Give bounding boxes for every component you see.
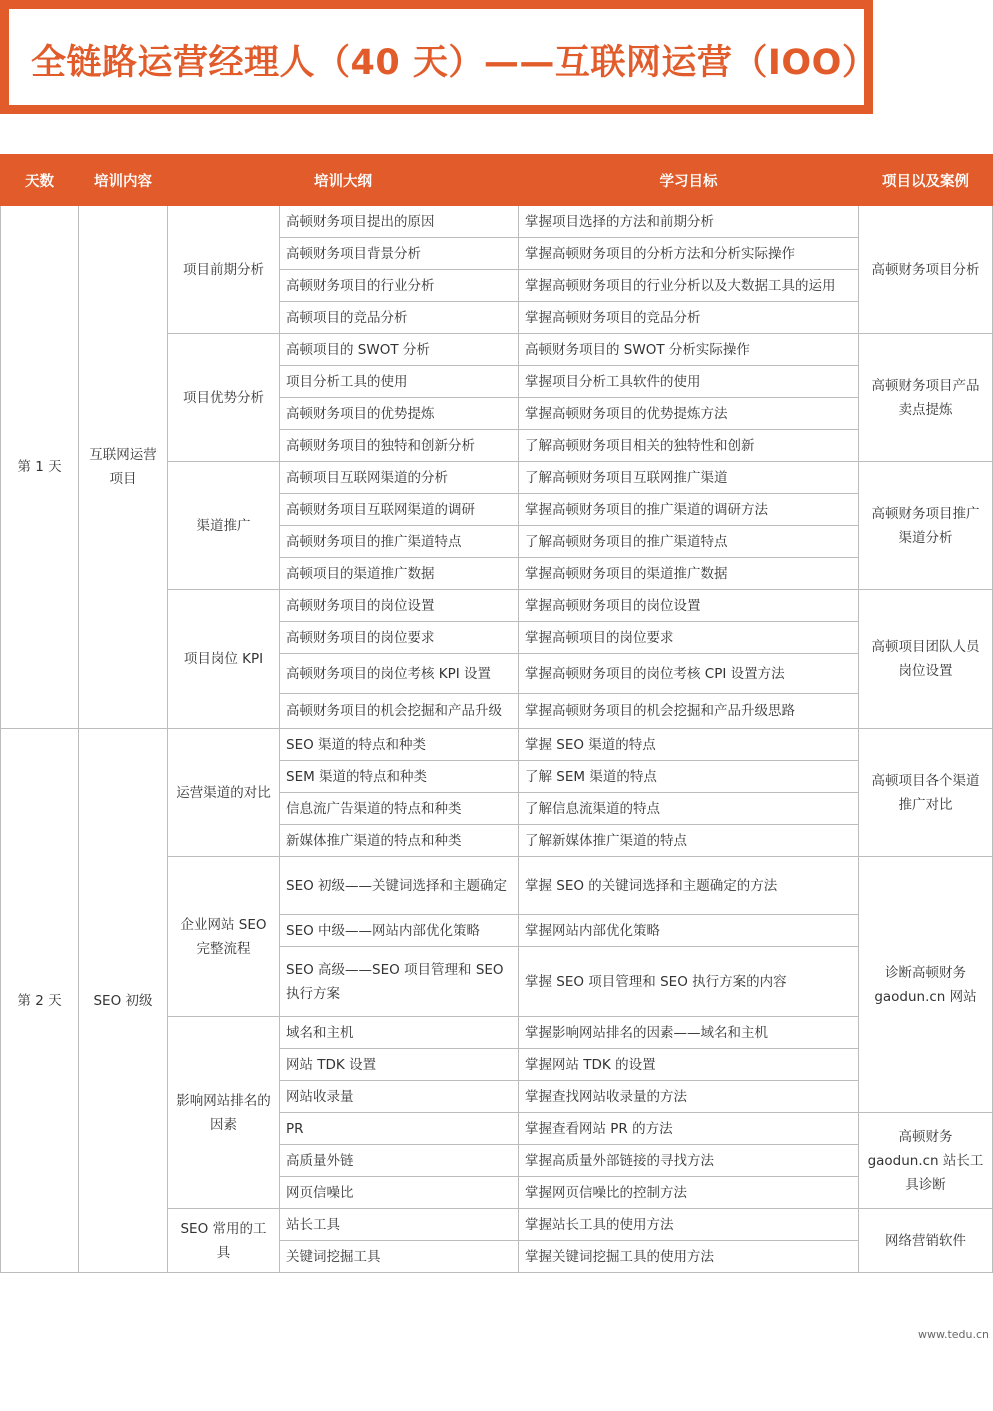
header-day: 天数 [1,155,79,206]
goal-cell: 掌握项目选择的方法和前期分析 [519,206,859,238]
case-cell: 高顿项目各个渠道推广对比 [859,729,993,857]
syllabus-table [0,154,993,1273]
goal-cell: 掌握查找网站收录量的方法 [519,1081,859,1113]
topic-cell: 高顿财务项目互联网渠道的调研 [280,494,519,526]
goal-cell: 掌握关键词挖掘工具的使用方法 [519,1241,859,1273]
goal-cell: 掌握站长工具的使用方法 [519,1209,859,1241]
goal-cell: 高顿财务项目的 SWOT 分析实际操作 [519,334,859,366]
topic-cell: 高顿财务项目的独特和创新分析 [280,430,519,462]
header-content: 培训内容 [79,155,168,206]
goal-cell: 掌握网站内部优化策略 [519,915,859,947]
goal-cell: 了解高顿财务项目互联网推广渠道 [519,462,859,494]
topic-cell: 高顿财务项目提出的原因 [280,206,519,238]
topic-cell: 高顿财务项目的行业分析 [280,270,519,302]
topic-cell: 网站 TDK 设置 [280,1049,519,1081]
topic-cell: 高顿财务项目的优势提炼 [280,398,519,430]
goal-cell: 掌握 SEO 的关键词选择和主题确定的方法 [519,857,859,915]
goal-cell: 掌握影响网站排名的因素——域名和主机 [519,1017,859,1049]
day-cell: 第 2 天 [1,729,79,1273]
table-header-row [1,155,993,206]
table-row [1,206,993,238]
outline-cell: 运营渠道的对比 [168,729,280,857]
goal-cell: 掌握 SEO 项目管理和 SEO 执行方案的内容 [519,947,859,1017]
case-cell: 高顿财务项目推广渠道分析 [859,462,993,590]
topic-cell: 高顿财务项目的岗位设置 [280,590,519,622]
goal-cell: 掌握网页信噪比的控制方法 [519,1177,859,1209]
topic-cell: SEO 高级——SEO 项目管理和 SEO 执行方案 [280,947,519,1017]
goal-cell: 掌握高顿项目的岗位要求 [519,622,859,654]
goal-cell: 掌握高质量外部链接的寻找方法 [519,1145,859,1177]
day-cell: 第 1 天 [1,206,79,729]
topic-cell: SEO 初级——关键词选择和主题确定 [280,857,519,915]
topic-cell: 高顿项目互联网渠道的分析 [280,462,519,494]
topic-cell: 高顿项目的竞品分析 [280,302,519,334]
topic-cell: 高顿财务项目的岗位考核 KPI 设置 [280,654,519,694]
topic-cell: 高顿项目的 SWOT 分析 [280,334,519,366]
topic-cell: 网页信噪比 [280,1177,519,1209]
topic-cell: 域名和主机 [280,1017,519,1049]
goal-cell: 了解新媒体推广渠道的特点 [519,825,859,857]
goal-cell: 掌握网站 TDK 的设置 [519,1049,859,1081]
page-title: 全链路运营经理人（40 天）——互联网运营（IOO） [31,43,878,83]
goal-cell: 掌握 SEO 渠道的特点 [519,729,859,761]
case-cell: 高顿项目团队人员岗位设置 [859,590,993,729]
case-cell: 高顿财务 gaodun.cn 站长工具诊断 [859,1113,993,1209]
case-cell: 网络营销软件 [859,1209,993,1273]
outline-cell: 影响网站排名的因素 [168,1017,280,1209]
goal-cell: 掌握高顿财务项目的行业分析以及大数据工具的运用 [519,270,859,302]
topic-cell: 关键词挖掘工具 [280,1241,519,1273]
title-banner [0,0,878,114]
topic-cell: 高顿财务项目的岗位要求 [280,622,519,654]
header-case: 项目以及案例 [859,155,993,206]
outline-cell: 项目前期分析 [168,206,280,334]
table-row [1,729,993,761]
topic-cell: PR [280,1113,519,1145]
goal-cell: 了解 SEM 渠道的特点 [519,761,859,793]
topic-cell: SEM 渠道的特点和种类 [280,761,519,793]
goal-cell: 了解高顿财务项目的推广渠道特点 [519,526,859,558]
topic-cell: 高顿财务项目的推广渠道特点 [280,526,519,558]
header-outline: 培训大纲 [168,155,519,206]
goal-cell: 掌握查看网站 PR 的方法 [519,1113,859,1145]
topic-cell: 高顿财务项目的机会挖掘和产品升级 [280,694,519,729]
goal-cell: 掌握高顿财务项目的分析方法和分析实际操作 [519,238,859,270]
topic-cell: SEO 渠道的特点和种类 [280,729,519,761]
outline-cell: SEO 常用的工具 [168,1209,280,1273]
footer-url: www.tedu.cn [917,1328,989,1341]
topic-cell: 新媒体推广渠道的特点和种类 [280,825,519,857]
goal-cell: 掌握高顿财务项目的渠道推广数据 [519,558,859,590]
topic-cell: 信息流广告渠道的特点和种类 [280,793,519,825]
goal-cell: 掌握高顿财务项目的推广渠道的调研方法 [519,494,859,526]
goal-cell: 掌握高顿财务项目的机会挖掘和产品升级思路 [519,694,859,729]
outline-cell: 项目岗位 KPI [168,590,280,729]
outline-cell: 渠道推广 [168,462,280,590]
topic-cell: 项目分析工具的使用 [280,366,519,398]
topic-cell: 高顿项目的渠道推广数据 [280,558,519,590]
header-goal: 学习目标 [519,155,859,206]
topic-cell: 高质量外链 [280,1145,519,1177]
topic-cell: 网站收录量 [280,1081,519,1113]
case-cell: 高顿财务项目分析 [859,206,993,334]
content-cell: SEO 初级 [79,729,168,1273]
goal-cell: 了解信息流渠道的特点 [519,793,859,825]
content-cell: 互联网运营项目 [79,206,168,729]
goal-cell: 掌握高顿财务项目的岗位考核 CPI 设置方法 [519,654,859,694]
goal-cell: 掌握高顿财务项目的竞品分析 [519,302,859,334]
goal-cell: 了解高顿财务项目相关的独特性和创新 [519,430,859,462]
goal-cell: 掌握高顿财务项目的优势提炼方法 [519,398,859,430]
topic-cell: SEO 中级——网站内部优化策略 [280,915,519,947]
goal-cell: 掌握高顿财务项目的岗位设置 [519,590,859,622]
topic-cell: 高顿财务项目背景分析 [280,238,519,270]
case-cell: 诊断高顿财务 gaodun.cn 网站 [859,857,993,1113]
outline-cell: 企业网站 SEO 完整流程 [168,857,280,1017]
goal-cell: 掌握项目分析工具软件的使用 [519,366,859,398]
topic-cell: 站长工具 [280,1209,519,1241]
outline-cell: 项目优势分析 [168,334,280,462]
case-cell: 高顿财务项目产品卖点提炼 [859,334,993,462]
